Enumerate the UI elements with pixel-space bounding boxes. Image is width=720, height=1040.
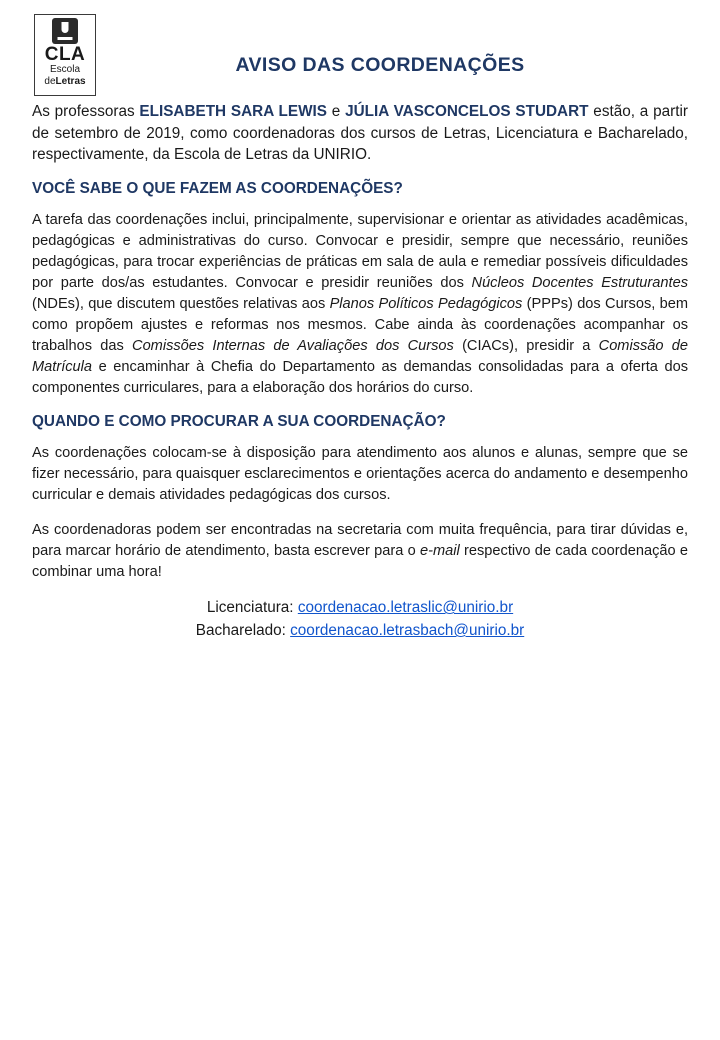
intro-text-b: e [326, 103, 346, 120]
coordinator-name-bacharelado: JÚLIA VASCONCELOS STUDART [345, 103, 589, 120]
term-ppps: Planos Políticos Pedagógicos [329, 296, 523, 313]
section-body-procurar-1: As coordenações colocam-se à disposição para atendimento aos alunos e alunas, sempre que se fizer necessário, para quaisquer esclarecimentos e orientações acerca do andamento e desempenho curricular e demais atividades pedagógicas dos cursos. [32, 445, 688, 504]
funcoes-text-2: (NDEs), que discutem questões relativas aos [32, 296, 330, 313]
intro-text-a: As professoras [32, 103, 140, 120]
section-body-procurar-2 [32, 520, 688, 583]
term-ndes: Núcleos Docentes Estruturantes [471, 275, 688, 292]
funcoes-text-3: (PPPs) dos Cursos, bem como propõem ajustes e reformas nos mesmos. Cabe ainda às coordenações acompanhar os trabalhos das [32, 296, 689, 355]
funcoes-text-1: A tarefa das coordenações inclui, principalmente, supervisionar e orientar as atividades acadêmicas, pedagógicas e administrativas do curso. Convocar e presidir, sempre que necessário, reuniões pedagógicas, para trocar experiências de práticas em sala de aula e remediar possíveis dificuldades por parte dos/as estudantes. Convocar e presidir reuniões dos [32, 212, 688, 292]
contact-block [32, 597, 688, 643]
coordinator-name-licenciatura: ELISABETH SARA LEWIS [139, 103, 327, 120]
term-comissao-matricula: Comissão de Matrícula [32, 338, 688, 376]
logo-letras-word: Letras [55, 76, 86, 87]
contact-bacharelado-email[interactable]: coordenacao.letrasbach@unirio.br [290, 622, 525, 640]
term-email: e-mail [420, 543, 460, 560]
section-heading-procurar: QUANDO E COMO PROCURAR A SUA COORDENAÇÃO? [32, 413, 446, 431]
intro-paragraph [32, 101, 688, 166]
logo-escola-text: Escola [49, 64, 80, 75]
institution-logo [34, 14, 96, 96]
logo-letras-text [44, 76, 85, 88]
logo-cla-text: CLA [44, 44, 86, 65]
intro-text-c: estão, a partir de setembro de 2019, como coordenadoras dos cursos de Letras, Licenciatura e Bacharelado, respectivamente, da Escola de Letras da UNIRIO. [32, 103, 688, 164]
contact-bacharelado [32, 620, 688, 643]
procurar-text-b: respectivo de cada coordenação e combinar uma hora! [32, 543, 688, 581]
contact-bacharelado-label: Bacharelado: [195, 622, 286, 640]
logo-de-text: de [44, 76, 56, 87]
contact-licenciatura-email[interactable]: coordenacao.letraslic@unirio.br [297, 599, 514, 617]
contact-licenciatura-label: Licenciatura: [206, 599, 294, 617]
funcoes-text-4: (CIACs), presidir a [453, 338, 599, 355]
page-title: AVISO DAS COORDENAÇÕES [235, 54, 525, 76]
procurar-text-a: As coordenadoras podem ser encontradas na secretaria com muita frequência, para tirar dúvidas e, para marcar horário de atendimento, basta escrever para o [32, 522, 688, 560]
section-heading-funcoes: VOCÊ SABE O QUE FAZEM AS COORDENAÇÕES? [32, 180, 403, 198]
unirio-torch-icon [52, 18, 78, 44]
section-body-funcoes [32, 210, 688, 399]
contact-licenciatura [32, 597, 688, 620]
term-ciacs: Comissões Internas de Avaliações dos Cursos [132, 338, 454, 355]
funcoes-text-5: e encaminhar à Chefia do Departamento as demandas consolidadas para a oferta dos componentes curriculares, para a elaboração dos horários do curso. [32, 359, 688, 397]
